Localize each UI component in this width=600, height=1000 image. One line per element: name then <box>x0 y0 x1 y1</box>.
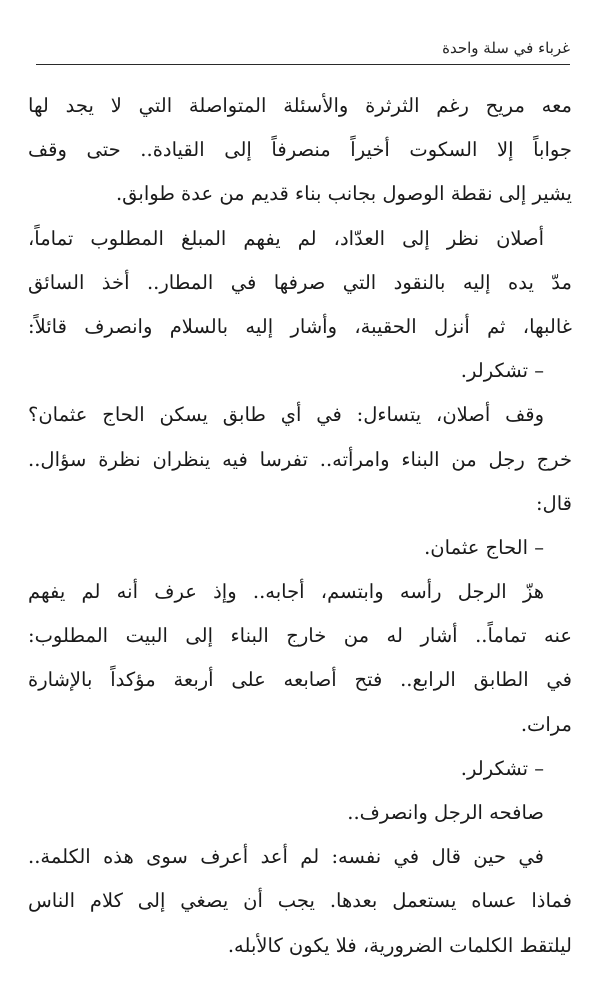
text-line: وقف أصلان، يتساءل: في أي طابق يسكن الحاج عثمان؟ <box>28 403 544 427</box>
text-line: هزّ الرجل رأسه وابتسم، أجابه.. وإذ عرف أنه لم يفهم <box>28 580 544 604</box>
text-line: مرات. <box>520 712 572 736</box>
text-line: خرج رجل من البناء وامرأته.. تفرسا فيه ينظران نظرة سؤال.. <box>28 447 572 471</box>
text-line: مدّ يده إليه بالنقود التي صرفها في المطار.. أخذ السائق <box>28 270 572 294</box>
text-line: في حين قال في نفسه: لم أعد أعرف سوى هذه الكلمة.. <box>28 845 544 869</box>
text-line: في الطابق الرابع.. فتح أصابعه على أربعة مؤكداً بالإشارة <box>28 668 572 692</box>
text-line: عنه تماماً.. أشار له من خارج البناء إلى البيت المطلوب: <box>28 624 572 648</box>
text-line: ليلتقط الكلمات الضرورية، فلا يكون كالأبله. <box>227 933 572 957</box>
text-line: معه مريح رغم الثرثرة والأسئلة المتواصلة التي لا يجد لها <box>28 94 572 117</box>
body-text <box>28 84 572 968</box>
text-line: – تشكرلر. <box>460 359 544 383</box>
text-line: قال: <box>535 491 572 515</box>
text-line: – الحاج عثمان. <box>424 535 544 559</box>
text-line: أصلان نظر إلى العدّاد، لم يفهم المبلغ المطلوب تماماً، <box>28 226 544 250</box>
text-line: يشير إلى نقطة الوصول بجانب بناء قديم من عدة طوابق. <box>115 182 572 206</box>
text-line: – تشكرلر. <box>460 756 544 780</box>
text-line: غالبها، ثم أنزل الحقيبة، وأشار إليه بالسلام وانصرف قائلاً: <box>28 314 572 338</box>
text-line: جواباً إلا السكوت أخيراً منصرفاً إلى القيادة.. حتى وقف <box>28 138 572 162</box>
running-header: غرباء في سلة واحدة <box>36 36 570 65</box>
text-line: صافحه الرجل وانصرف.. <box>347 801 544 824</box>
text-line: فماذا عساه يستعمل بعدها. يجب أن يصغي إلى كلام الناس <box>28 889 572 913</box>
